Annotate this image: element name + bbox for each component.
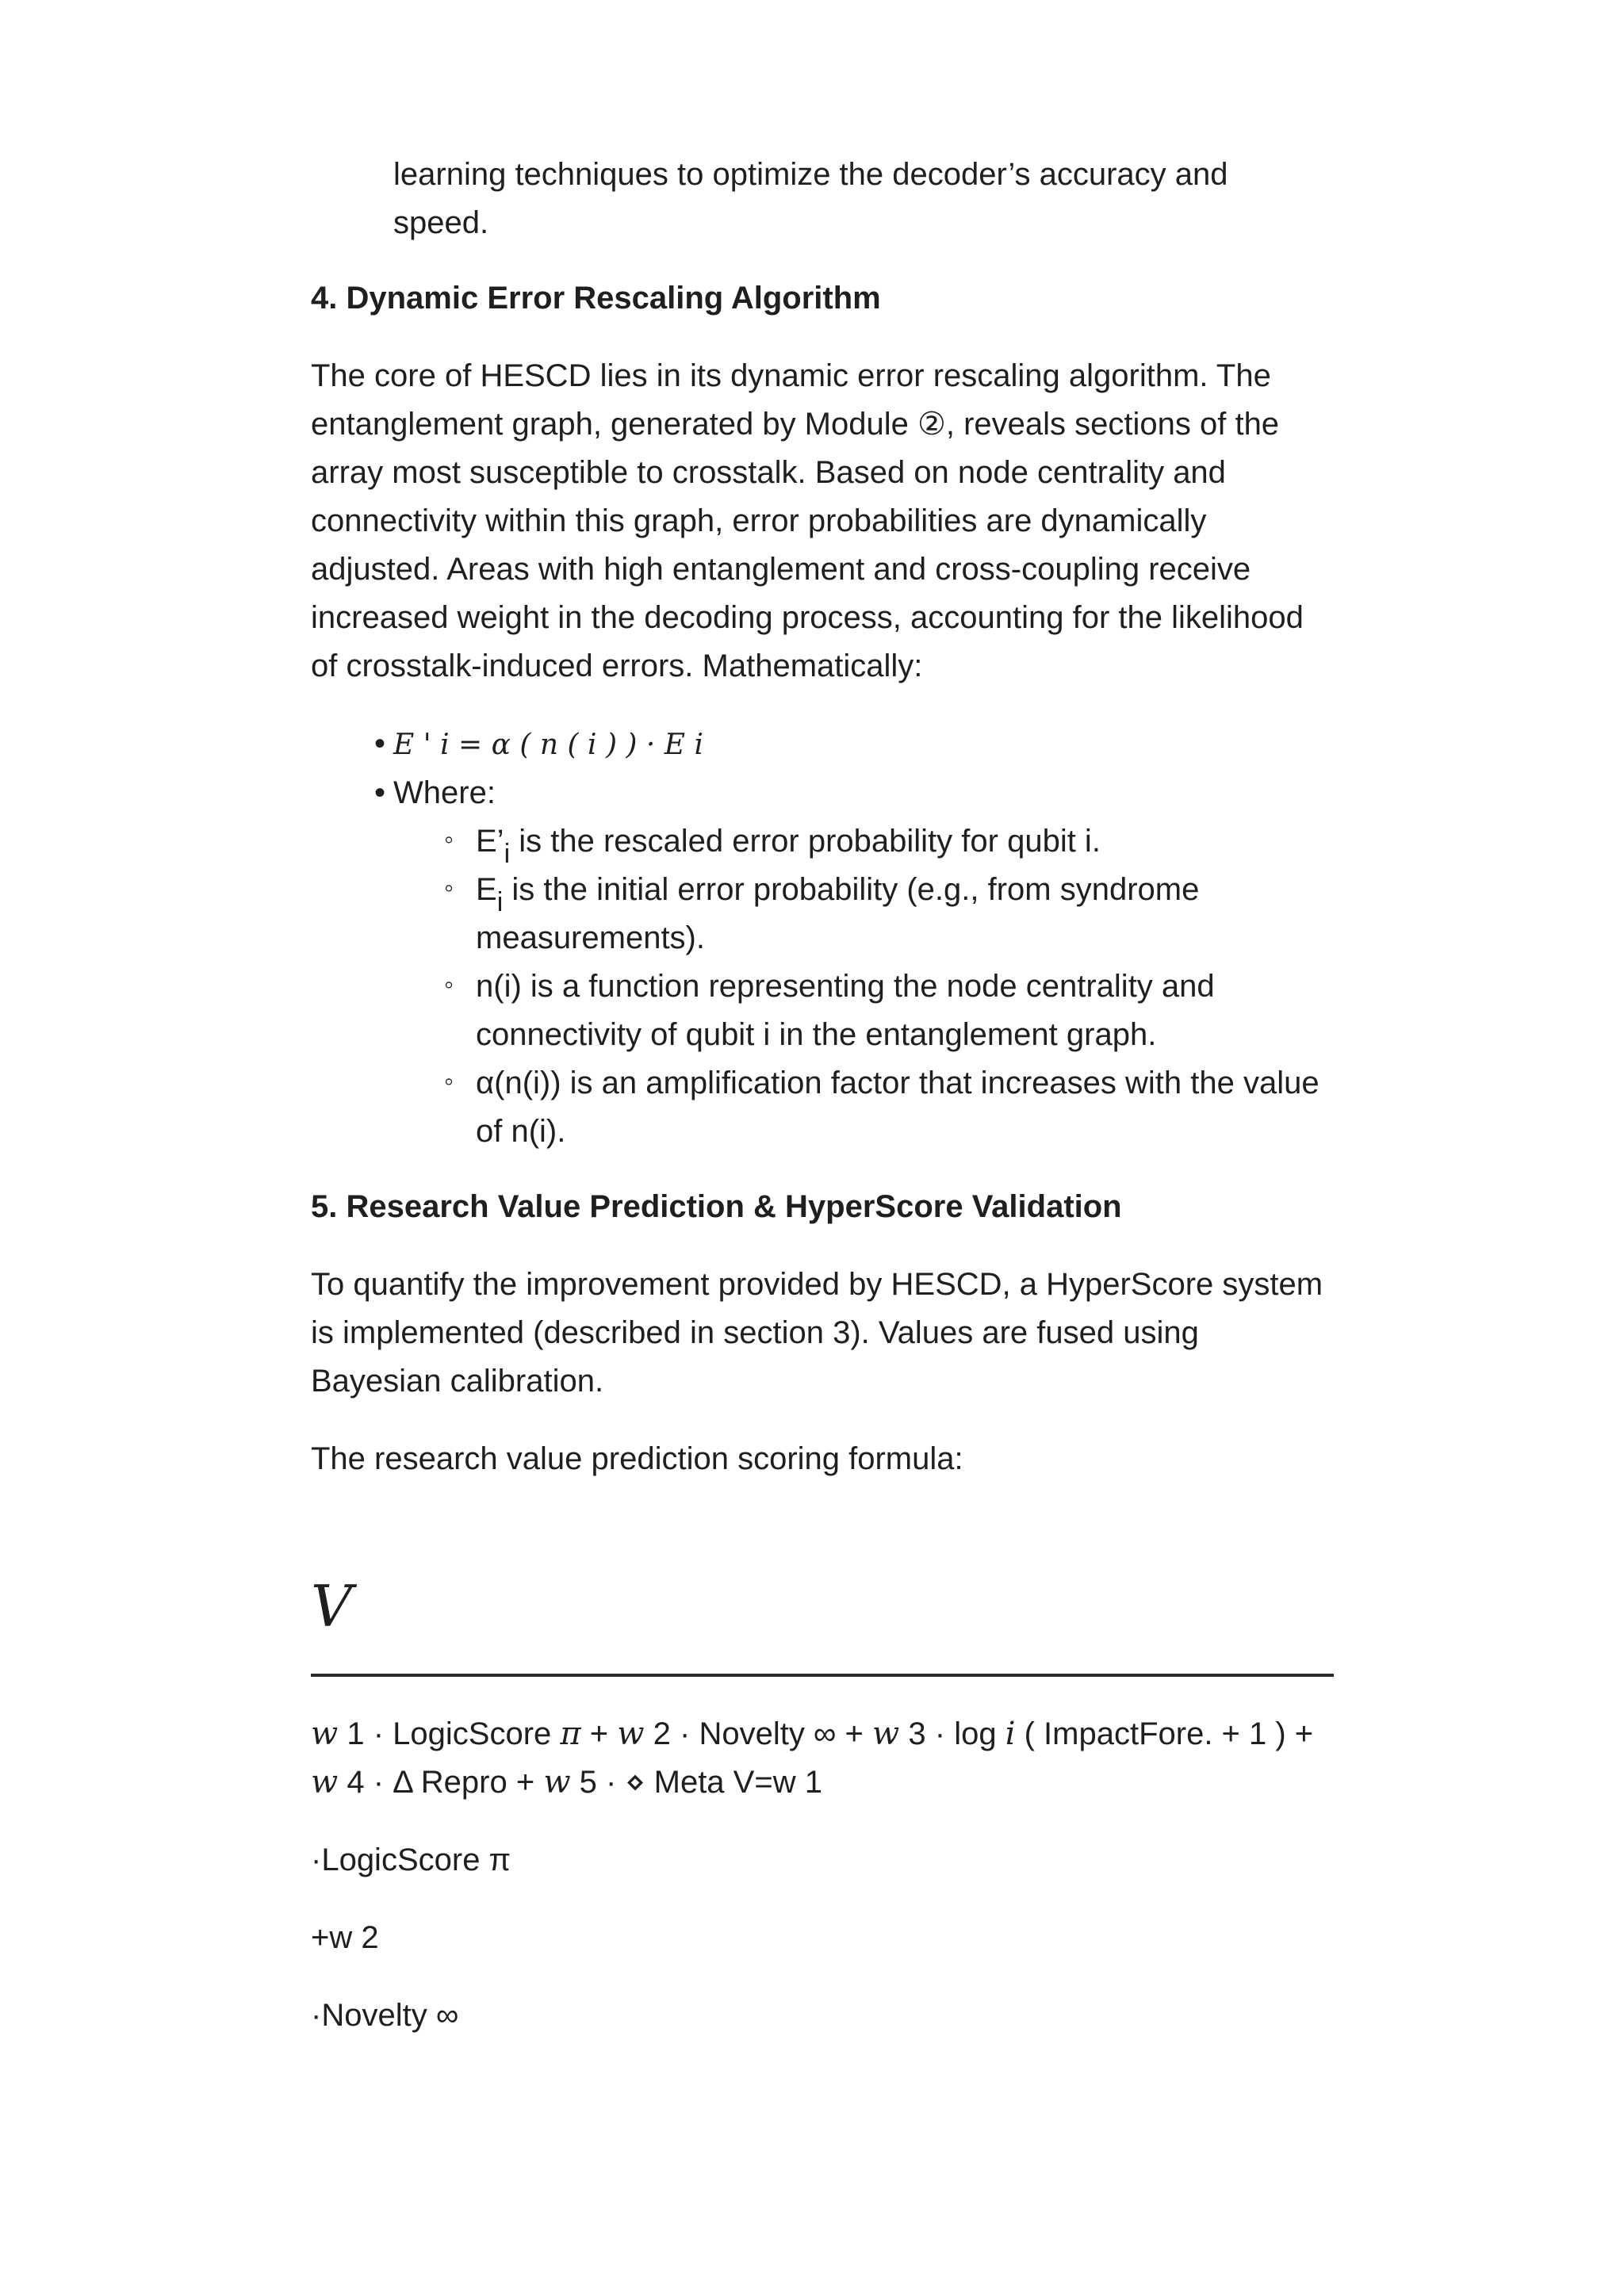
where-item (393, 769, 1334, 1156)
where-label: Where: (393, 775, 496, 810)
formula-symbol-v: V (311, 1573, 352, 1640)
definition-text: α(n(i)) is an amplification factor that increases with the value of n(i). (476, 1066, 1320, 1149)
formula-w: w (311, 1764, 339, 1800)
continuation-text (393, 151, 1334, 247)
rescaling-formula (393, 720, 1334, 769)
definition-list (393, 817, 1334, 1156)
section-5-paragraph-1: To quantify the improvement provided by HESCD, a HyperScore system is implemented (described in section 3). Values are fused using Bayesian calibration. (311, 1267, 1323, 1399)
definition-subscript: i (496, 887, 504, 917)
score-formula-line (311, 1710, 1334, 1807)
formula-pi: π (560, 1716, 581, 1752)
formula-tail-1: ·LogicScore π (311, 1843, 511, 1877)
formula-w: w (543, 1764, 571, 1800)
formula-part: 1 · LogicScore (338, 1716, 561, 1751)
definition-text: n(i) is a function representing the node centrality and connectivity of qubit i in the entanglement graph. (476, 969, 1215, 1052)
definition-item (476, 962, 1334, 1059)
formula-list (311, 720, 1334, 1156)
formula-part: 2 · Novelty ∞ + (644, 1716, 873, 1751)
formula-part: + (580, 1716, 618, 1751)
formula-tail-3: ·Novelty ∞ (311, 1998, 459, 2033)
definition-item (476, 866, 1334, 962)
document-page (311, 151, 1334, 2040)
formula-part: 5 · ⋄ Meta V=w 1 (570, 1765, 822, 1800)
formula-w: w (311, 1716, 339, 1752)
definition-text: is the initial error probability (e.g., from syndrome measurements). (476, 872, 1200, 955)
section-4-paragraph: The core of HESCD lies in its dynamic error rescaling algorithm. The entanglement graph, generated by Module ②, reveals sections of the array most susceptible to crosstalk. Based on node centrality and connectivity within this graph, error probabilities are dynamically adjusted. Areas with high entanglement and cross-coupling receive increased weight in the decoding process, accounting for the likelihood of crosstalk-induced errors. Mathematically: (311, 358, 1304, 683)
section-5-heading: 5. Research Value Prediction & HyperScore Validation (311, 1189, 1122, 1224)
fraction-rule (311, 1674, 1334, 1677)
continuation-line-2: speed. (393, 205, 489, 240)
rescaling-formula-text: E ' i = α ( n ( i ) ) · E i (393, 729, 704, 761)
definition-text: is the rescaled error probability for qubit i. (510, 824, 1101, 859)
section-5-paragraph-2: The research value prediction scoring formula: (311, 1441, 963, 1476)
definition-symbol: E’ (476, 824, 504, 859)
continuation-line-1: learning techniques to optimize the decoder’s accuracy and (393, 157, 1228, 192)
formula-part: 3 · log (899, 1716, 1005, 1751)
formula-part: ( ImpactFore. + 1 ) + (1015, 1716, 1314, 1751)
definition-item (476, 1059, 1334, 1156)
definition-symbol: E (476, 872, 497, 907)
formula-i: i (1005, 1716, 1016, 1752)
formula-w: w (872, 1716, 900, 1752)
formula-part: 4 · Δ Repro + (338, 1765, 544, 1800)
definition-subscript: i (504, 839, 511, 869)
formula-tail-2: +w 2 (311, 1920, 379, 1955)
definition-item (476, 817, 1334, 869)
formula-w: w (617, 1716, 645, 1752)
section-4-heading: 4. Dynamic Error Rescaling Algorithm (311, 281, 881, 316)
